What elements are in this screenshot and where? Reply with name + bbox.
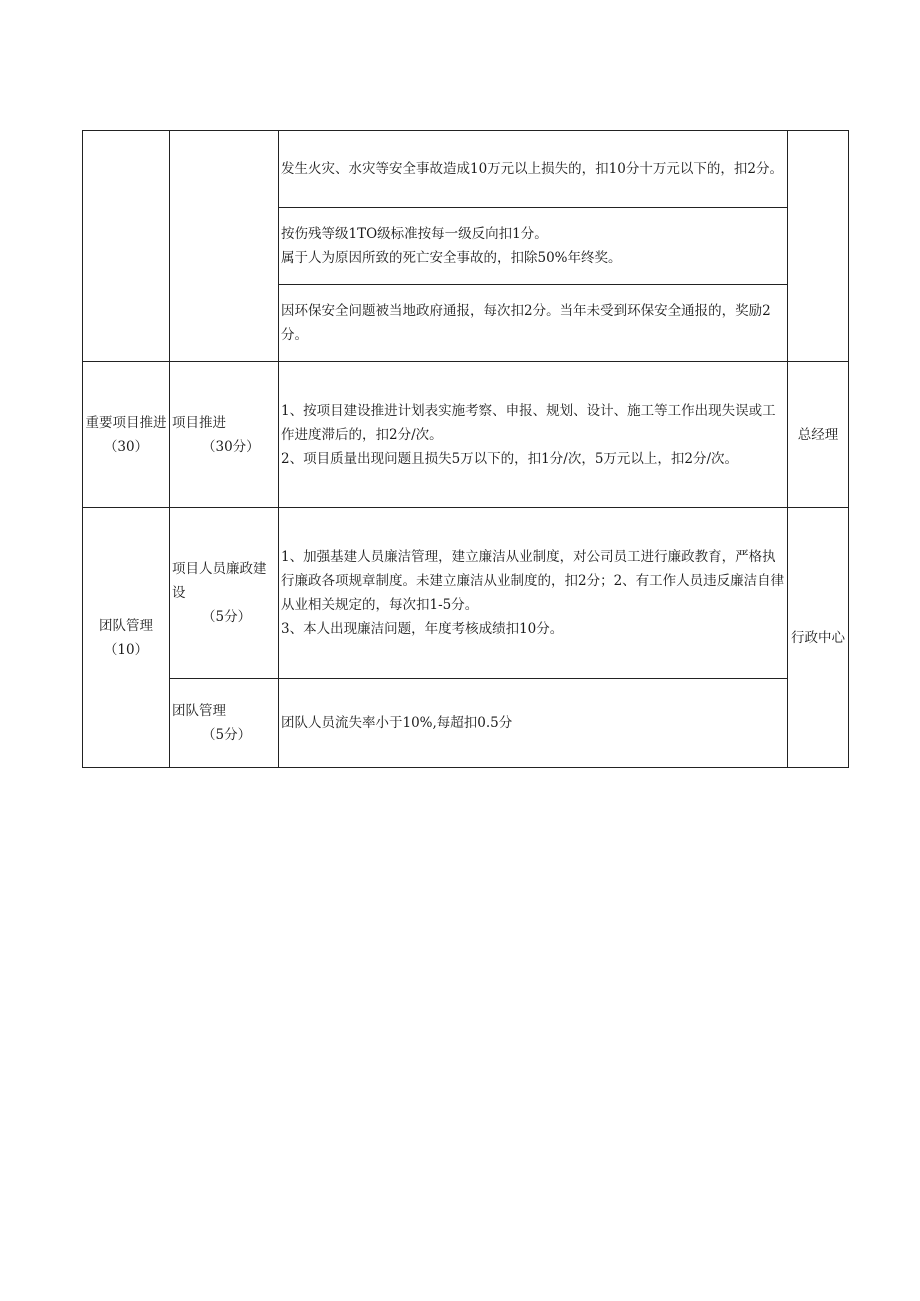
table-row <box>83 679 849 768</box>
table-row <box>83 362 849 508</box>
integrity-content: 1、加强基建人员廉洁管理，建立廉洁从业制度，对公司员工进行廉政教育，严格执行廉政各项规章制度。未建立廉洁从业制度的，扣2分；2、有工作人员违反廉洁自律从业相关规定的，每次扣1-5分。 3、本人出现廉洁问题，年度考核成绩扣10分。 <box>279 508 788 679</box>
sub-item-name: 团队管理 <box>172 703 226 719</box>
sub-item-points: （5分） <box>202 727 252 743</box>
sub-item-project <box>170 362 279 508</box>
table-row <box>83 131 849 208</box>
assessment-table <box>82 130 849 768</box>
sub-item-integrity <box>170 508 279 679</box>
sub-item-name: 项目推进 <box>172 414 226 431</box>
responsible-admin: 行政中心 <box>788 508 849 768</box>
responsible-gm: 总经理 <box>788 362 849 508</box>
table-row <box>83 508 849 679</box>
sub-item-points: （5分） <box>202 609 252 625</box>
responsible-cell-empty <box>788 131 849 362</box>
team-content: 团队人员流失率小于10%,每超扣0.5分 <box>279 679 788 768</box>
category-project: 重要项目推进（30） <box>83 362 170 508</box>
sub-item-points: （30分） <box>202 438 260 455</box>
sub-item-cell-empty <box>170 131 279 362</box>
sub-item-team <box>170 679 279 768</box>
sub-item-name: 项目人员廉政建设 <box>172 561 267 601</box>
category-team: 团队管理（10） <box>83 508 170 768</box>
rule-environment: 因环保安全问题被当地政府通报，每次扣2分。当年未受到环保安全通报的，奖励2分。 <box>279 285 788 362</box>
rule-injury: 按伤残等级1TO级标准按每一级反向扣1分。 属于人为原因所致的死亡安全事故的，扣除50%年终奖。 <box>279 208 788 285</box>
category-cell-empty <box>83 131 170 362</box>
rule-fire-flood: 发生火灾、水灾等安全事故造成10万元以上损失的，扣10分十万元以下的，扣2分。 <box>279 131 788 208</box>
project-content: 1、按项目建设推进计划表实施考察、申报、规划、设计、施工等工作出现失误或工作进度滞后的，扣2分/次。 2、项目质量出现问题且损失5万以下的，扣1分/次，5万元以上，扣2分/次。 <box>279 362 788 508</box>
